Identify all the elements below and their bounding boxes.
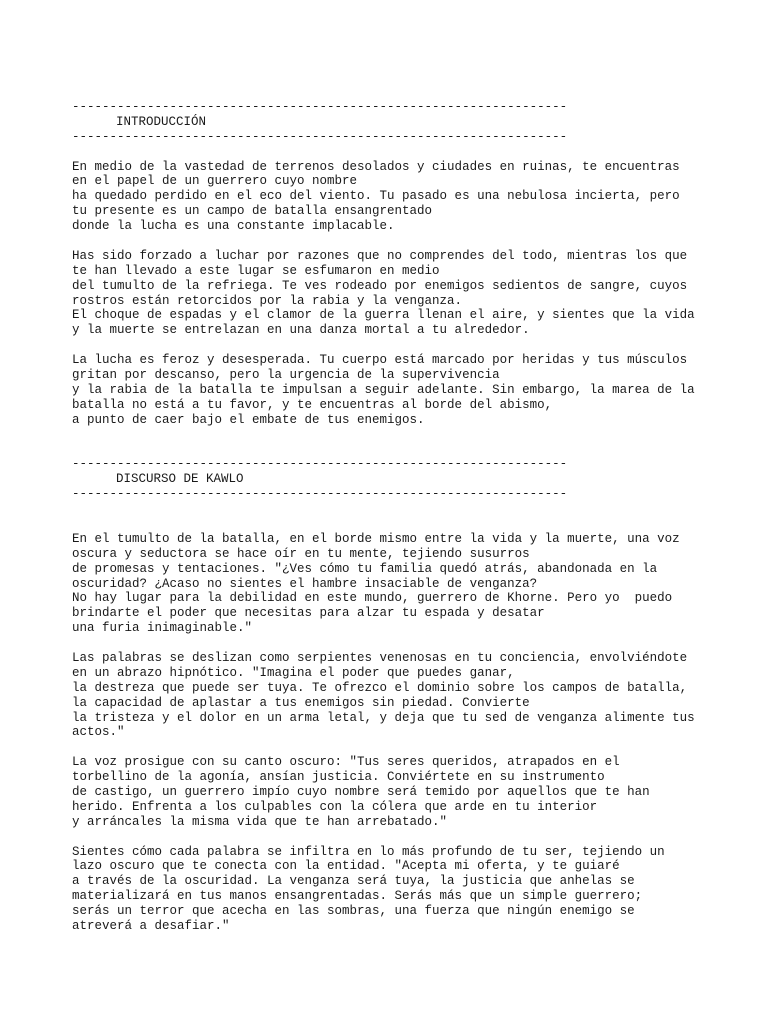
text-line: batalla no está a tu favor, y te encuentras al borde del abismo,	[72, 397, 553, 412]
text-line: y la muerte se entrelazan en una danza mortal a tu alrededor.	[72, 323, 530, 338]
paragraph	[72, 845, 762, 934]
text-line: torbellino de la agonía, ansían justicia. Conviértete en su instrumento	[72, 770, 605, 785]
text-line: la tristeza y el dolor en un arma letal, y deja que tu sed de venganza alimente tus	[72, 710, 695, 725]
text-line: tu presente es un campo de batalla ensangrentado	[72, 204, 433, 219]
text-line: Las palabras se deslizan como serpientes venenosas en tu conciencia, envolviéndote	[72, 650, 688, 665]
section-heading: DISCURSO DE KAWLO	[116, 472, 244, 487]
text-line: materializará en tus manos ensangrentadas. Serás más que un simple guerrero;	[72, 889, 643, 904]
text-line: la destreza que puede ser tuya. Te ofrezco el dominio sobre los campos de batalla,	[72, 680, 688, 695]
text-line: de castigo, un guerrero impío cuyo nombre será temido por aquellos que te han	[72, 784, 650, 799]
section-divider: ------------------------------------------------------------------	[72, 129, 568, 144]
text-line: oscura y seductora se hace oír en tu mente, tejiendo susurros	[72, 546, 530, 561]
text-line: te han llevado a este lugar se esfumaron en medio	[72, 263, 440, 278]
text-line: Sientes cómo cada palabra se infiltra en lo más profundo de tu ser, tejiendo un	[72, 844, 665, 859]
paragraph	[72, 755, 762, 829]
section-divider: ------------------------------------------------------------------	[72, 100, 568, 114]
discurso-section	[72, 457, 762, 934]
text-line: oscuridad? ¿Acaso no sientes el hambre insaciable de venganza?	[72, 576, 538, 591]
text-line: la capacidad de aplastar a tus enemigos sin piedad. Convierte	[72, 695, 530, 710]
paragraph	[72, 249, 762, 338]
text-line: actos."	[72, 725, 125, 740]
paragraph	[72, 651, 762, 740]
document-page	[72, 100, 762, 934]
paragraph	[72, 353, 762, 427]
text-line: El choque de espadas y el clamor de la guerra llenan el aire, y sientes que la vida	[72, 308, 695, 323]
text-line: No hay lugar para la debilidad en este mundo, guerrero de Khorne. Pero yo puedo	[72, 591, 673, 606]
text-line: rostros están retorcidos por la rabia y la venganza.	[72, 293, 463, 308]
text-line: serás un terror que acecha en las sombras, una fuerza que ningún enemigo se	[72, 904, 635, 919]
text-line: y la rabia de la batalla te impulsan a seguir adelante. Sin embargo, la marea de la	[72, 382, 695, 397]
section-heading: INTRODUCCIÓN	[116, 114, 207, 129]
paragraph	[72, 160, 762, 234]
intro-section	[72, 100, 762, 428]
text-line: del tumulto de la refriega. Te ves rodeado por enemigos sedientos de sangre, cuyos	[72, 278, 688, 293]
text-line: a través de la oscuridad. La venganza será tuya, la justicia que anhelas se	[72, 874, 635, 889]
text-line: en un abrazo hipnótico. "Imagina el poder que puedes ganar,	[72, 665, 515, 680]
text-line: y arráncales la misma vida que te han arrebatado."	[72, 814, 448, 829]
text-line: atreverá a desafiar."	[72, 918, 230, 933]
text-line: La lucha es feroz y desesperada. Tu cuerpo está marcado por heridas y tus músculos	[72, 353, 688, 368]
text-line: brindarte el poder que necesitas para alzar tu espada y desatar	[72, 606, 545, 621]
text-line: Has sido forzado a luchar por razones que no comprendes del todo, mientras los que	[72, 248, 688, 263]
text-line: En el tumulto de la batalla, en el borde mismo entre la vida y la muerte, una voz	[72, 531, 680, 546]
text-line: gritan por descanso, pero la urgencia de la supervivencia	[72, 368, 500, 383]
paragraph	[72, 532, 762, 636]
text-line: de promesas y tentaciones. "¿Ves cómo tu familia quedó atrás, abandonada en la	[72, 561, 658, 576]
text-line: lazo oscuro que te conecta con la entidad. "Acepta mi oferta, y te guiaré	[72, 859, 620, 874]
text-line: En medio de la vastedad de terrenos desolados y ciudades en ruinas, te encuentras	[72, 159, 680, 174]
text-line: en el papel de un guerrero cuyo nombre	[72, 174, 358, 189]
section-divider: ------------------------------------------------------------------	[72, 457, 568, 472]
text-line: herido. Enfrenta a los culpables con la cólera que arde en tu interior	[72, 799, 598, 814]
text-line: una furia inimaginable."	[72, 621, 253, 636]
text-line: a punto de caer bajo el embate de tus enemigos.	[72, 412, 425, 427]
text-line: donde la lucha es una constante implacable.	[72, 219, 395, 234]
text-line: La voz prosigue con su canto oscuro: "Tus seres queridos, atrapados en el	[72, 755, 620, 770]
section-divider: ------------------------------------------------------------------	[72, 487, 568, 502]
text-line: ha quedado perdido en el eco del viento. Tu pasado es una nebulosa incierta, pero	[72, 189, 680, 204]
